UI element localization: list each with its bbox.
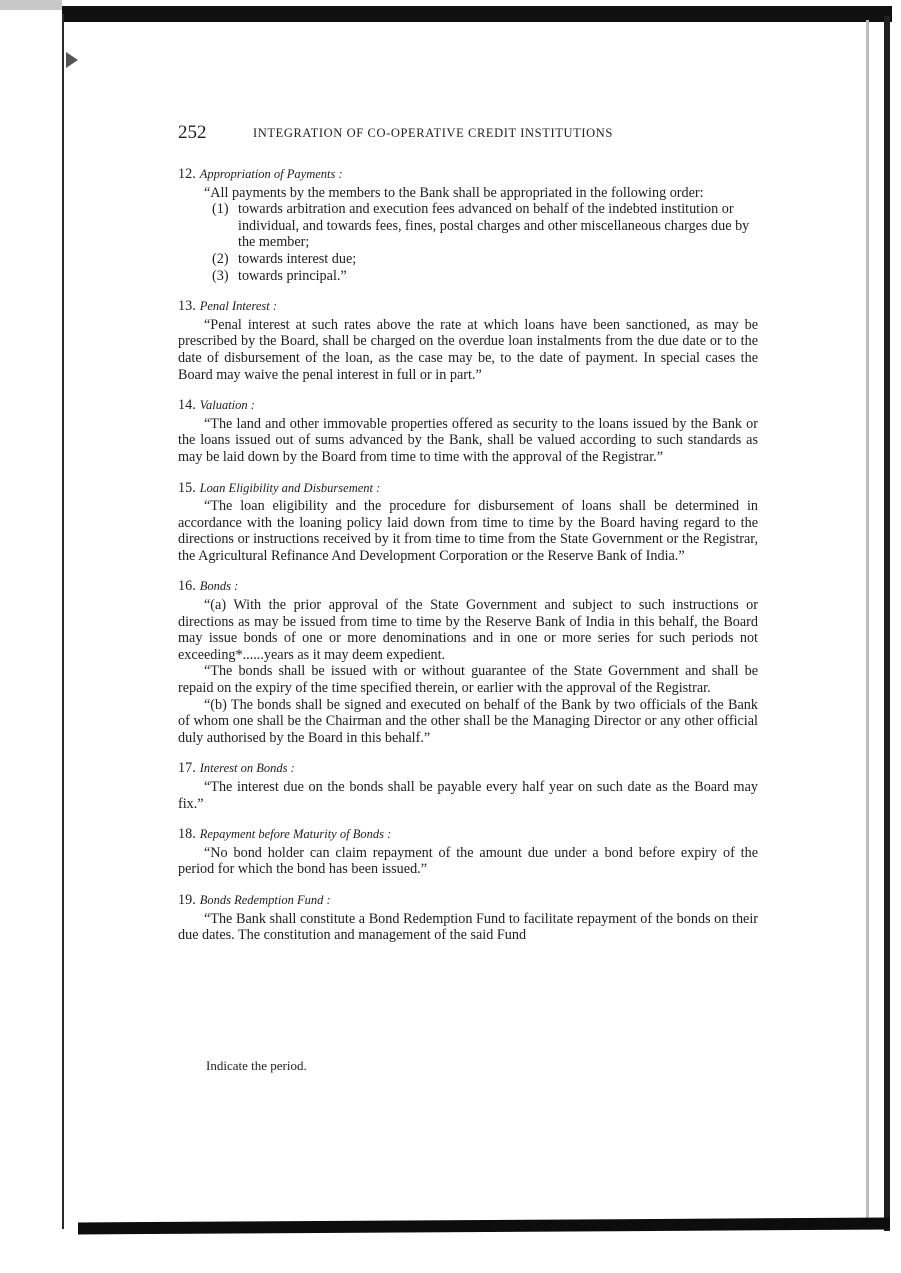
section-heading xyxy=(178,578,758,595)
section-number: 18. xyxy=(178,826,196,843)
section-title: Penal Interest : xyxy=(199,299,278,314)
section-heading xyxy=(178,892,758,909)
list-item xyxy=(178,251,758,268)
scan-border-right xyxy=(884,16,890,1231)
scan-border-top xyxy=(62,6,892,22)
section-number: 15. xyxy=(178,479,196,496)
section-title: Interest on Bonds : xyxy=(199,761,295,776)
section-number: 13. xyxy=(178,298,196,315)
scan-border-left xyxy=(62,14,64,1229)
scan-border-gray xyxy=(0,0,62,10)
list-text: towards principal.” xyxy=(238,267,347,284)
section-15 xyxy=(178,480,758,565)
footnote: Indicate the period. xyxy=(206,1058,307,1073)
section-number: 14. xyxy=(178,397,196,414)
section-paragraph: “All payments by the members to the Bank shall be appropriated in the following order: xyxy=(204,184,704,201)
section-heading xyxy=(178,480,758,497)
section-heading xyxy=(178,760,758,777)
section-paragraph: “The bonds shall be issued with or without guarantee of the State Government and shall be repaid on the expiry of the time specified therein, or earlier with the approval of the Registrar. xyxy=(178,663,758,697)
section-17 xyxy=(178,760,758,812)
section-title: Bonds Redemption Fund : xyxy=(199,892,331,907)
section-number: 16. xyxy=(178,578,196,595)
section-13 xyxy=(178,298,758,383)
section-paragraph: “(a) With the prior approval of the State Government and subject to such instructions or directions as may be issued from time to time by the Reserve Bank of India in this behalf, the Board may issue bonds of one or more denominations and in one or more series for such periods not exceeding*......years as it may deem expedient. xyxy=(178,597,758,663)
list-text: towards arbitration and execution fees advanced on behalf of the indebted institution or individual, and towards fees, fines, postal charges and other miscellaneous charges due by the member; xyxy=(238,201,750,251)
section-paragraph: “(b) The bonds shall be signed and executed on behalf of the Bank by two officials of the Bank of whom one shall be the Chairman and the other shall be the Managing Director or any other official duly authorised by the Board in this behalf.” xyxy=(178,696,758,746)
section-heading xyxy=(178,397,758,414)
section-title: Valuation : xyxy=(199,398,255,413)
section-heading xyxy=(178,298,758,315)
section-paragraph: “The interest due on the bonds shall be payable every half year on such date as the Board may fix.” xyxy=(178,779,758,812)
running-head xyxy=(178,122,758,148)
appropriation-list xyxy=(178,201,758,284)
list-text: towards interest due; xyxy=(238,250,357,267)
section-12 xyxy=(178,166,758,284)
section-16 xyxy=(178,578,758,746)
section-paragraph: “The Bank shall constitute a Bond Redemption Fund to facilitate repayment of the bonds on their due dates. The constitution and management of the said Fund xyxy=(178,910,758,944)
section-18 xyxy=(178,826,758,878)
list-item xyxy=(178,268,758,285)
section-heading xyxy=(178,826,758,843)
list-number: (3) xyxy=(212,267,229,284)
page-number: 252 xyxy=(178,122,207,143)
list-number: (1) xyxy=(212,201,229,218)
section-paragraph: “The loan eligibility and the procedure for disbursement of loans shall be determined in accordance with the loaning policy laid down from time to time by the Board having regard to the directions or instructions received by it from time to time from the State Government or the Registrar, the Agricultural Refinance And Development Corporation or the Reserve Bank of India.” xyxy=(178,498,758,564)
document-page xyxy=(178,122,758,958)
scan-border-bottom xyxy=(78,1218,890,1235)
section-title: Bonds : xyxy=(199,579,239,594)
list-item xyxy=(178,201,758,251)
page-corner-mark xyxy=(66,52,78,68)
section-19 xyxy=(178,892,758,944)
section-heading xyxy=(178,166,758,183)
list-number: (2) xyxy=(212,250,229,267)
section-paragraph: “The land and other immovable properties offered as security to the loans issued by the Bank or the loans issued out of sums advanced by the Bank, shall be valued according to such standards as may be laid down by the Board from time to time with the approval of the Registrar.” xyxy=(178,415,758,465)
scan-border-right-inner xyxy=(866,20,869,1225)
section-title: Repayment before Maturity of Bonds : xyxy=(199,827,392,842)
section-paragraph: “Penal interest at such rates above the rate at which loans have been sanctioned, as may be prescribed by the Board, shall be charged on the overdue loan instalments from the due date or to the date of disbursement of the loan, as the case may be, to the date of payment. In special cases the Board may waive the penal interest in full or in part.” xyxy=(178,316,758,383)
section-number: 19. xyxy=(178,891,196,908)
section-number: 12. xyxy=(178,166,196,182)
section-14 xyxy=(178,397,758,465)
section-paragraph: “No bond holder can claim repayment of the amount due under a bond before expiry of the period for which the bond has been issued.” xyxy=(178,844,758,878)
section-title: Loan Eligibility and Disbursement : xyxy=(199,480,381,495)
section-title: Appropriation of Payments : xyxy=(199,167,343,181)
running-title: INTEGRATION OF CO-OPERATIVE CREDIT INSTITUTIONS xyxy=(253,126,613,140)
section-number: 17. xyxy=(178,760,196,777)
